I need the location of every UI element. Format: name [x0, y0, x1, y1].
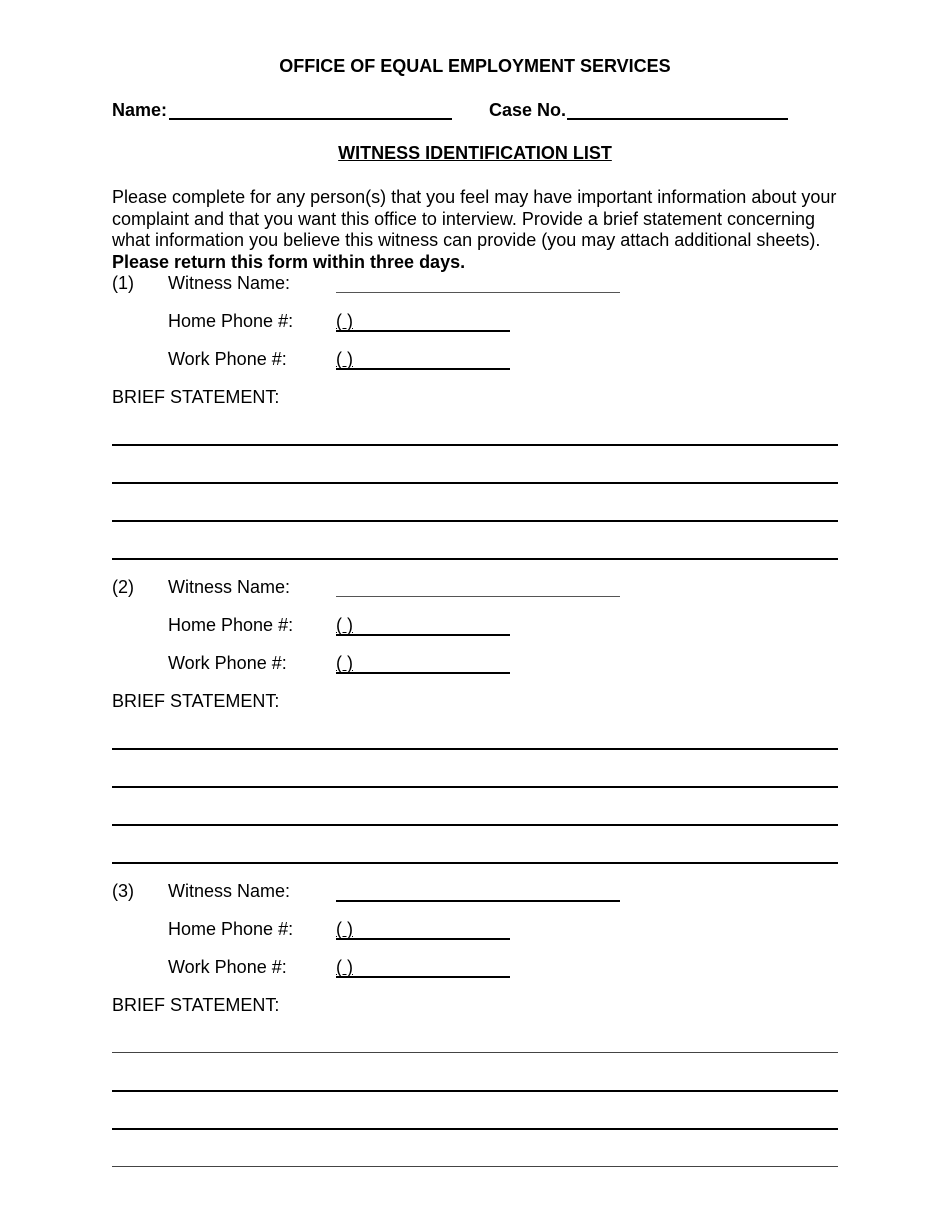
witness-name-field[interactable]	[336, 900, 620, 902]
work-phone-label: Work Phone #:	[168, 957, 287, 977]
statement-line[interactable]	[112, 482, 838, 484]
work-phone-area-code: ( )	[336, 957, 353, 977]
statement-line[interactable]	[112, 1090, 838, 1092]
witness-name-field[interactable]	[336, 292, 620, 293]
statement-line[interactable]	[112, 520, 838, 522]
home-phone-label: Home Phone #:	[168, 311, 294, 331]
home-phone-field[interactable]	[336, 938, 510, 940]
statement-line[interactable]	[112, 862, 838, 864]
home-phone-area-code: ( )	[336, 615, 353, 635]
witness-name-label: Witness Name:	[168, 577, 291, 597]
statement-line[interactable]	[112, 786, 838, 788]
statement-line[interactable]	[112, 444, 838, 446]
work-phone-field[interactable]	[336, 976, 510, 978]
brief-statement-label: BRIEF STATEMENT:	[112, 387, 280, 407]
form-title: WITNESS IDENTIFICATION LIST	[338, 143, 612, 163]
home-phone-area-code: ( )	[336, 311, 353, 331]
brief-statement-label: BRIEF STATEMENT:	[112, 691, 280, 711]
witness-name-field[interactable]	[336, 596, 620, 597]
home-phone-label: Home Phone #:	[168, 615, 294, 635]
instructions-paragraph	[112, 187, 842, 273]
witness-number: (2)	[112, 577, 134, 597]
work-phone-label: Work Phone #:	[168, 349, 287, 369]
statement-line[interactable]	[112, 1166, 838, 1167]
witness-name-label: Witness Name:	[168, 273, 291, 293]
name-field[interactable]	[169, 118, 452, 120]
witness-number: (1)	[112, 273, 134, 293]
instructions-text: Please complete for any person(s) that you feel may have important information about your complaint and that you want this office to interview. Provide a brief statement concerning what information you believe this witness can provide (you may attach additional sheets).	[112, 187, 837, 250]
work-phone-field[interactable]	[336, 368, 510, 370]
work-phone-area-code: ( )	[336, 653, 353, 673]
home-phone-field[interactable]	[336, 330, 510, 332]
work-phone-label: Work Phone #:	[168, 653, 287, 673]
statement-line[interactable]	[112, 1128, 838, 1130]
home-phone-label: Home Phone #:	[168, 919, 294, 939]
witness-number: (3)	[112, 881, 134, 901]
home-phone-field[interactable]	[336, 634, 510, 636]
witness-name-label: Witness Name:	[168, 881, 291, 901]
brief-statement-label: BRIEF STATEMENT:	[112, 995, 280, 1015]
statement-line[interactable]	[112, 558, 838, 560]
work-phone-area-code: ( )	[336, 349, 353, 369]
instructions-emphasis: Please return this form within three days.	[112, 251, 466, 272]
statement-line[interactable]	[112, 748, 838, 750]
statement-line[interactable]	[112, 824, 838, 826]
home-phone-area-code: ( )	[336, 919, 353, 939]
case-number-label: Case No.	[489, 100, 567, 120]
case-number-field[interactable]	[567, 118, 788, 120]
office-title: OFFICE OF EQUAL EMPLOYMENT SERVICES	[279, 56, 671, 76]
name-label: Name:	[112, 100, 168, 120]
work-phone-field[interactable]	[336, 672, 510, 674]
statement-line[interactable]	[112, 1052, 838, 1053]
